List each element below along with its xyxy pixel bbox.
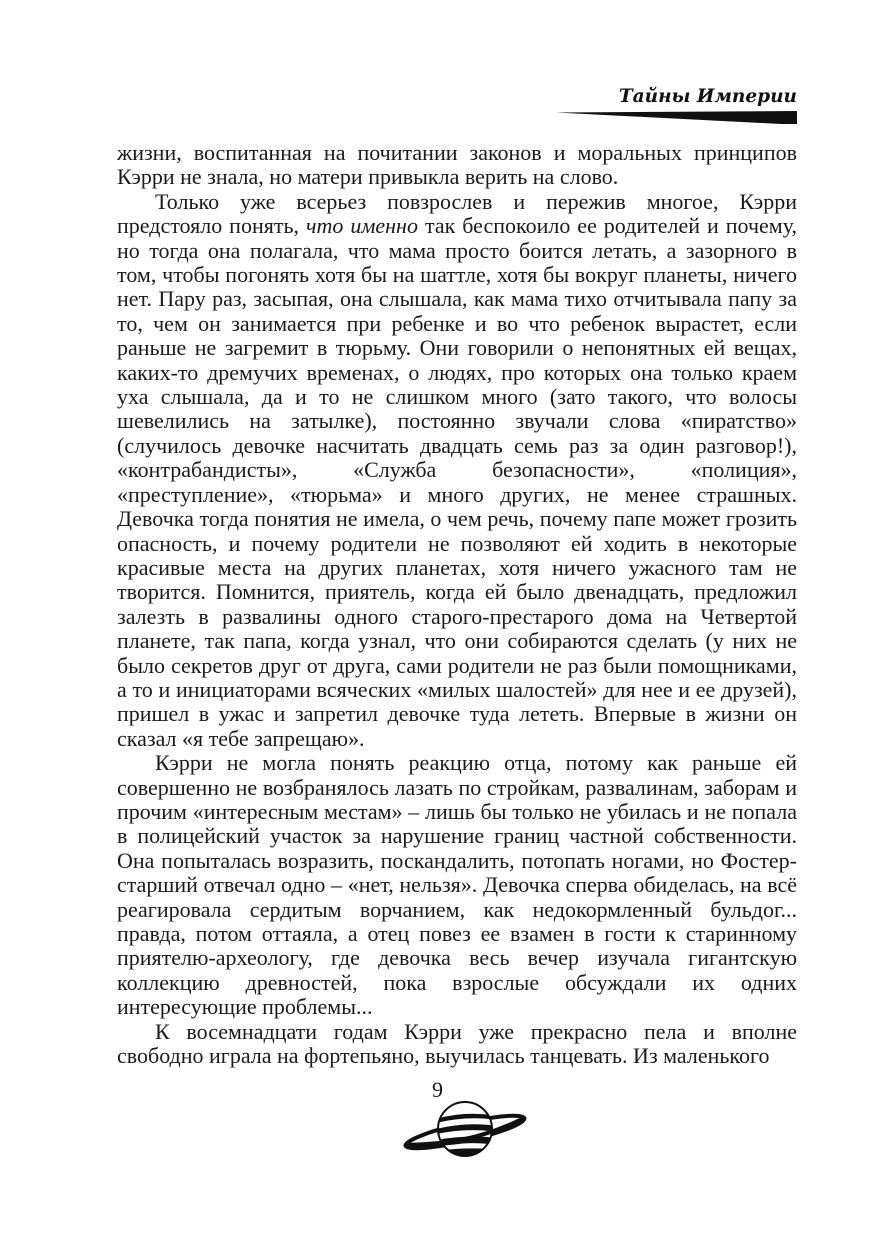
paragraph: Кэрри не могла понять реакцию отца, потому как раньше ей совершенно не возбранялось лазать по стройкам, развалинам, заборам и прочим «интересным местам» – лишь бы только не убилась и не попала в полицейский участок за нарушение границ частной собственности. Она попыталась возразить, поскандалить, потопать ногами, но Фостер-старший отвечал одно – «нет, нельзя». Девочка сперва обиделась, на всё реагировала сердитым ворчанием, как недокормленный бульдог... правда, потом оттаяла, а отец повез ее взамен в гости к старинному приятелю-археологу, где девочка весь вечер изучала гигантскую коллекцию древностей, пока взрослые обсуждали их одних интересующие проблемы... — [117, 750, 797, 1020]
running-head-rule — [556, 111, 797, 127]
text-span: так беспокоило ее родителей и почему, но тогда она полагала, что мама просто боится летать, а зазорного в том, чтобы погонять хотя бы на шаттле, хотя бы вокруг планеты, ничего нет. Пару раз, засыпая, она слышала, как мама тихо отчитывала папу за то, чем он занимается при ребенке и во что ребенок вырастет, если раньше не загремит в тюрьму. Они говорили о непонятных ей вещах, каких-то дремучих временах, о людях, про которых она только краем уха слышала, да и то не слишком много (зато такого, что волосы шевелились на затылке), постоянно звучали слова «пиратство» (случилось девочке насчитать двадцать семь раз за один разговор!), «контрабандисты», «Служба безопасности», «полиция», «преступление», «тюрьма» и много других, не менее страшных. Девочка тогда понятия не имела, о чем речь, почему папе может грозить опасность, и почему родители не позволяют ей ходить в некоторые красивые места на других планетах, хотя ничего ужасного там не творится. Помнится, приятель, когда ей было двенадцать, предложил залезть в развалины одного старого-престарого дома на Четвертой планете, так папа, когда узнал, что они собираются сделать (у них не было секретов друг от друга, сами родители не раз были помощниками, а то и инициаторами всяческих «милых шалостей» для нее и ее друзей), пришел в ужас и запретил девочке туда лететь. Впервые в жизни он сказал «я тебе запрещаю». — [117, 213, 797, 751]
running-head-title: Тайны Империи — [618, 86, 797, 107]
text-span: Только уже всерьез повзрослев и пережив многое, Кэрри предстояло понять, — [117, 188, 797, 239]
page-number: 9 — [432, 1077, 443, 1102]
main-text — [117, 141, 797, 1068]
planet-ornament-icon — [402, 1096, 528, 1162]
italic-emphasis: что именно — [305, 213, 418, 239]
paragraph: К восемнадцати годам Кэрри уже прекрасно пела и вполне свободно играла на фортепьяно, выучилась танцевать. Из маленького — [117, 1018, 797, 1069]
paragraph: жизни, воспитанная на почитании законов и моральных принципов Кэрри не знала, но матери привыкла верить на слово. — [117, 140, 797, 190]
paragraph — [117, 190, 797, 751]
